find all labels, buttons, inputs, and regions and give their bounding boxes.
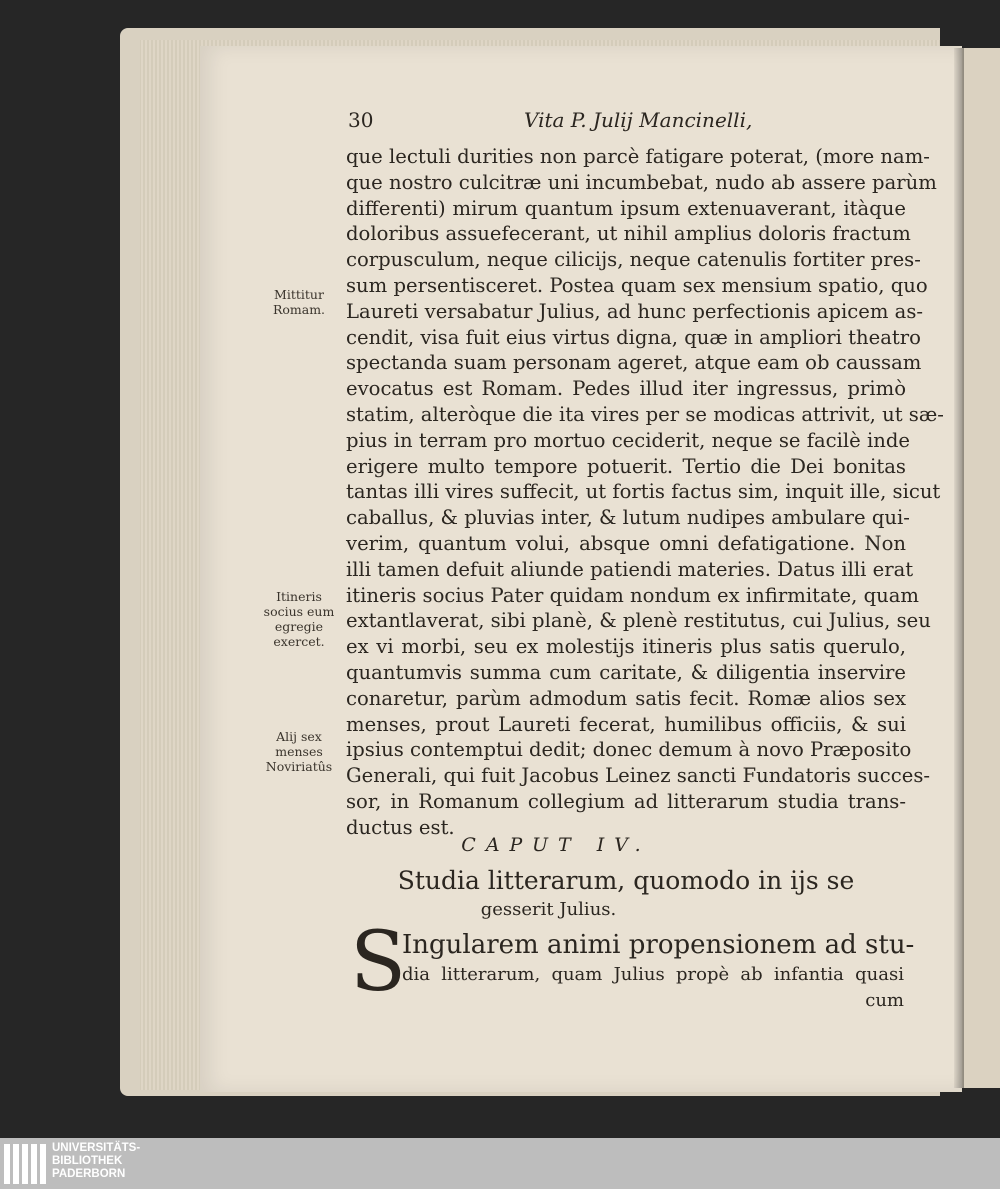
text-line: quantumvis summa cum caritate, & diligentia inservire (346, 660, 906, 684)
text-line: Generali, qui fuit Jacobus Leinez sancti Fundatoris succes- (346, 764, 931, 788)
text-line: statim, alteròque die ita vires per se modicas attrivit, ut sæ- (346, 402, 944, 426)
margin-note-line: Romam. (272, 302, 326, 317)
text-line: ex vi morbi, seu ex molestijs itineris plus satis querulo, (346, 635, 906, 659)
margin-note-line: menses (275, 744, 323, 759)
text-line: conaretur, parùm admodum satis fecit. Romæ alios sex (346, 686, 906, 710)
text-line: illi tamen defuit aliunde patiendi materies. Datus illi erat (346, 557, 914, 581)
margin-note-line: exercet. (273, 634, 325, 649)
margin-note-mittitur (254, 287, 344, 317)
library-logo-icon (4, 1144, 46, 1184)
facing-page-edge (962, 48, 1000, 1088)
margin-note-line: Mittitur (274, 287, 324, 302)
margin-note-alij (254, 729, 344, 774)
chapter-title: Studia litterarum, quomodo in ijs se (397, 866, 855, 895)
catchword: cum (865, 990, 904, 1011)
chapter-subtitle: gesserit Julius. (480, 899, 617, 920)
text-line: evocatus est Romam. Pedes illud iter ingressus, primò (346, 377, 906, 401)
text-line: erigere multo tempore potuerit. Tertio die Dei bonitas (346, 454, 906, 478)
margin-note-line: Alij sex (276, 729, 322, 744)
text-line: caballus, & pluvias inter, & lutum nudipes ambulare qui- (346, 506, 910, 530)
text-line: pius in terram pro mortuo ceciderit, neque se facilè inde (346, 428, 910, 452)
text-line: itineris socius Pater quidam nondum ex infirmitate, quam (346, 583, 919, 607)
running-head: Vita P. Julij Mancinelli, (524, 108, 753, 132)
text-line: corpusculum, neque cilicijs, neque catenulis fortiter pres- (346, 248, 921, 272)
text-line: Laureti versabatur Julius, ad hunc perfectionis apicem as- (346, 299, 924, 323)
text-line: ductus est. (346, 815, 455, 839)
text-line: sor, in Romanum collegium ad litterarum studia trans- (346, 789, 906, 813)
opening-line: Ingularem animi propensionem ad stu- (402, 930, 915, 960)
text-line: que lectuli durities non parcè fatigare poterat, (more nam- (346, 145, 930, 168)
text-line: cendit, visa fuit eius virtus digna, quæ in ampliori theatro (346, 325, 921, 349)
text-line: doloribus assuefecerant, ut nihil amplius doloris fractum (346, 222, 911, 246)
body-text (346, 144, 944, 841)
library-name-line: BIBLIOTHEK (52, 1155, 123, 1167)
library-name (52, 1142, 140, 1181)
chapter-opening (402, 928, 915, 1014)
library-name-line: PADERBORN (52, 1168, 126, 1180)
text-line: que nostro culcitræ uni incumbebat, nudo ab assere parùm (346, 170, 937, 194)
chapter-heading: CAPUT IV. (461, 834, 651, 856)
margin-note-line: Noviriatûs (265, 759, 333, 774)
text-line: differenti) mirum quantum ipsum extenuaverant, itàque (346, 196, 906, 220)
margin-note-line: egregie (274, 619, 324, 634)
drop-cap: S (350, 915, 407, 1010)
library-name-line: UNIVERSITÄTS- (52, 1142, 141, 1154)
text-line: tantas illi vires suffecit, ut fortis factus sim, inquit ille, sicut (346, 480, 941, 504)
text-line: sum persentisceret. Postea quam sex mensium spatio, quo (346, 273, 928, 297)
margin-note-line: socius eum (263, 604, 335, 619)
text-line: verim, quantum volui, absque omni defatigatione. Non (346, 531, 906, 555)
page-number: 30 (348, 108, 374, 132)
text-line: extantlaverat, sibi planè, & plenè restitutus, cui Julius, seu (346, 609, 931, 633)
text-line: spectanda suam personam ageret, atque eam ob caussam (346, 351, 922, 375)
margin-note-line: Itineris (276, 589, 322, 604)
margin-note-itineris (254, 589, 344, 649)
page-header (348, 108, 768, 138)
gutter-shadow (954, 48, 964, 1088)
library-footer-bar (0, 1138, 1000, 1189)
text-line: menses, prout Laureti fecerat, humilibus officiis, & sui (346, 712, 906, 736)
opening-line: dia litterarum, quam Julius propè ab infantia quasi (402, 964, 904, 985)
text-line: ipsius contemptui dedit; donec demum à novo Præposito (346, 738, 912, 762)
